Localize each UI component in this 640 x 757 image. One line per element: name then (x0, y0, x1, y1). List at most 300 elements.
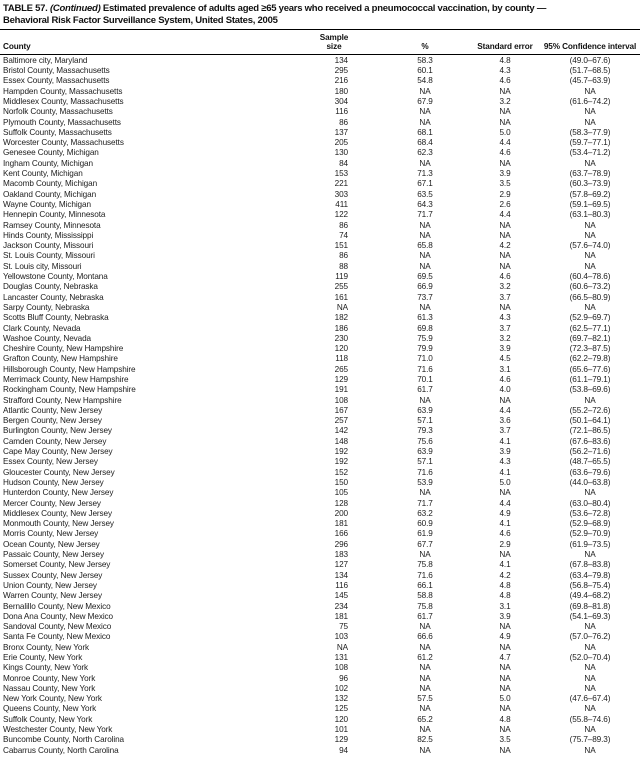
sample-size-cell: 151 (334, 241, 348, 251)
standard-error-cell: 3.7 (499, 292, 511, 302)
confidence-interval-cell: NA (584, 550, 596, 560)
table-row (0, 396, 640, 406)
table-row (0, 478, 640, 488)
sample-size-cell: 234 (334, 601, 348, 611)
confidence-interval-cell: (63.7–78.9) (569, 169, 611, 179)
sample-size-cell: 181 (334, 611, 348, 621)
confidence-interval-cell: (52.9–69.7) (569, 313, 611, 323)
percent-cell: 63.9 (417, 447, 433, 457)
standard-error-cell: NA (499, 683, 511, 693)
percent-cell: 64.3 (417, 199, 433, 209)
standard-error-cell: 3.7 (499, 323, 511, 333)
table-number: TABLE 57. (3, 3, 48, 14)
sample-size-cell: 103 (334, 632, 348, 642)
table-row (0, 54, 640, 66)
confidence-interval-cell: (67.8–83.8) (569, 560, 611, 570)
county-cell: Norfolk County, Massachusetts (3, 107, 113, 117)
column-header-confidence-interval: 95% Confidence interval (540, 30, 640, 55)
sample-size-cell: 74 (339, 230, 348, 240)
percent-cell: NA (419, 261, 431, 271)
confidence-interval-cell: NA (584, 745, 596, 755)
table-row (0, 653, 640, 663)
table-row (0, 581, 640, 591)
sample-size-cell: 84 (339, 158, 348, 168)
table-row (0, 602, 640, 612)
standard-error-cell: NA (499, 745, 511, 755)
percent-cell: 65.8 (417, 241, 433, 251)
table-row (0, 468, 640, 478)
table-row (0, 509, 640, 519)
confidence-interval-cell: (59.1–69.5) (569, 199, 611, 209)
county-cell: Monmouth County, New Jersey (3, 519, 114, 529)
standard-error-cell: 3.5 (499, 179, 511, 189)
percent-cell: 65.2 (417, 714, 433, 724)
table-row (0, 210, 640, 220)
table-row (0, 632, 640, 642)
sample-size-cell: 128 (334, 498, 348, 508)
percent-cell: NA (419, 673, 431, 683)
percent-cell: 79.9 (417, 344, 433, 354)
sample-size-cell: 265 (334, 364, 348, 374)
sample-size-cell: 186 (334, 323, 348, 333)
county-cell: St. Louis city, Missouri (3, 261, 82, 271)
standard-error-cell: 4.6 (499, 529, 511, 539)
standard-error-cell: 4.6 (499, 374, 511, 384)
sample-size-cell: 129 (334, 374, 348, 384)
county-cell: Atlantic County, New Jersey (3, 405, 103, 415)
table-row (0, 540, 640, 550)
sample-size-cell: 129 (334, 735, 348, 745)
confidence-interval-cell: NA (584, 704, 596, 714)
percent-cell: NA (419, 158, 431, 168)
sample-size-cell: 192 (334, 457, 348, 467)
confidence-interval-cell: (63.0–80.4) (569, 498, 611, 508)
table-row (0, 674, 640, 684)
county-cell: Bergen County, New Jersey (3, 416, 102, 426)
sample-size-cell: 108 (334, 663, 348, 673)
percent-cell: 71.7 (417, 498, 433, 508)
percent-cell: 58.8 (417, 591, 433, 601)
table-title-text: Estimated prevalence of adults aged ≥65 years who received a pneumococcal vaccination, by county — (102, 3, 547, 14)
percent-cell: 61.9 (417, 529, 433, 539)
percent-cell: 69.8 (417, 323, 433, 333)
county-cell: Essex County, Massachusetts (3, 76, 110, 86)
county-cell: Sussex County, New Jersey (3, 570, 103, 580)
confidence-interval-cell: NA (584, 261, 596, 271)
standard-error-cell: 3.5 (499, 735, 511, 745)
table-row (0, 437, 640, 447)
sample-size-cell: 116 (335, 580, 348, 590)
county-cell: Warren County, New Jersey (3, 591, 102, 601)
confidence-interval-cell: NA (584, 251, 596, 261)
standard-error-cell: 4.0 (499, 385, 511, 395)
confidence-interval-cell: NA (584, 107, 596, 117)
confidence-interval-cell: (56.2–71.6) (569, 447, 611, 457)
sample-size-cell: 88 (339, 261, 348, 271)
standard-error-cell: NA (499, 230, 511, 240)
standard-error-cell: NA (499, 117, 511, 127)
standard-error-cell: 3.2 (499, 282, 511, 292)
confidence-interval-cell: (72.1–86.5) (569, 426, 611, 436)
standard-error-cell: 3.9 (499, 169, 511, 179)
table-header (0, 30, 640, 55)
table-row (0, 313, 640, 323)
sample-size-cell: 166 (334, 529, 348, 539)
standard-error-cell: 4.5 (499, 354, 511, 364)
sample-size-cell: 118 (335, 354, 348, 364)
standard-error-cell: 5.0 (499, 694, 511, 704)
table-title-line1 (3, 3, 638, 15)
county-cell: Grafton County, New Hampshire (3, 354, 118, 364)
sample-size-cell: 102 (334, 683, 348, 693)
county-cell: New York County, New York (3, 694, 102, 704)
standard-error-cell: 5.0 (499, 477, 511, 487)
confidence-interval-cell: (45.7–63.9) (569, 76, 611, 86)
county-cell: Ramsey County, Minnesota (3, 220, 101, 230)
standard-error-cell: 5.0 (499, 127, 511, 137)
sample-size-cell: 86 (339, 117, 348, 127)
percent-cell: 71.3 (417, 169, 433, 179)
confidence-interval-cell: NA (584, 725, 596, 735)
standard-error-cell: 4.1 (499, 519, 511, 529)
sample-size-cell: 127 (334, 560, 348, 570)
table-row (0, 148, 640, 158)
sample-size-cell: NA (336, 642, 348, 652)
percent-cell: 67.1 (417, 179, 433, 189)
sample-size-cell: 86 (339, 251, 348, 261)
county-cell: Oakland County, Michigan (3, 189, 97, 199)
table-row (0, 66, 640, 76)
confidence-interval-cell: (58.3–77.9) (569, 127, 611, 137)
county-cell: Hampden County, Massachusetts (3, 86, 123, 96)
standard-error-cell: 4.3 (499, 66, 511, 76)
confidence-interval-cell: (61.1–79.1) (569, 374, 611, 384)
sample-size-cell: 182 (334, 313, 348, 323)
sample-size-cell: 191 (334, 385, 348, 395)
confidence-interval-cell: (49.0–67.6) (569, 55, 611, 65)
standard-error-cell: 3.6 (499, 416, 511, 426)
confidence-interval-cell: (63.4–79.8) (569, 570, 611, 580)
table-row (0, 571, 640, 581)
percent-cell: 66.6 (417, 632, 433, 642)
table-row (0, 262, 640, 272)
percent-cell: 63.5 (417, 189, 433, 199)
sample-size-cell: 105 (334, 488, 348, 498)
sample-size-cell: 131 (334, 653, 348, 662)
sample-size-cell: 221 (334, 179, 348, 189)
county-cell: Macomb County, Michigan (3, 179, 98, 189)
county-cell: Jackson County, Missouri (3, 241, 94, 251)
standard-error-cell: 4.6 (499, 272, 511, 282)
standard-error-cell: NA (499, 220, 511, 230)
confidence-interval-cell: (57.6–74.0) (569, 241, 611, 251)
confidence-interval-cell: NA (584, 302, 596, 312)
percent-cell: NA (419, 683, 431, 693)
county-cell: Cabarrus County, North Carolina (3, 745, 119, 755)
standard-error-cell: 2.9 (499, 539, 511, 549)
confidence-interval-cell: (52.9–68.9) (569, 519, 611, 529)
sample-size-cell: 134 (334, 55, 348, 65)
table-row (0, 334, 640, 344)
county-cell: Gloucester County, New Jersey (3, 467, 115, 477)
confidence-interval-cell: (59.7–77.1) (569, 138, 611, 148)
confidence-interval-cell: NA (584, 673, 596, 683)
confidence-interval-cell: (61.6–74.2) (569, 96, 611, 106)
standard-error-cell: 4.8 (499, 55, 511, 65)
county-cell: Clark County, Nevada (3, 323, 81, 333)
percent-cell: NA (419, 117, 431, 127)
percent-cell: NA (419, 642, 431, 652)
county-cell: Essex County, New Jersey (3, 457, 98, 467)
table-row (0, 725, 640, 735)
confidence-interval-cell: (61.9–73.5) (569, 539, 611, 549)
sample-size-cell: 230 (334, 333, 348, 343)
confidence-interval-cell: NA (584, 395, 596, 405)
sample-size-cell: 120 (334, 344, 348, 354)
prevalence-table (0, 30, 640, 756)
county-cell: Lancaster County, Nebraska (3, 292, 104, 302)
table-row (0, 128, 640, 138)
sample-size-cell: 153 (334, 169, 348, 179)
county-cell: Ingham County, Michigan (3, 158, 93, 168)
sample-size-cell: NA (336, 302, 348, 312)
table-row (0, 746, 640, 756)
standard-error-cell: 3.1 (499, 364, 511, 374)
table-row (0, 107, 640, 117)
confidence-interval-cell: (62.5–77.1) (569, 323, 611, 333)
county-cell: Suffolk County, New York (3, 714, 93, 724)
table-row (0, 344, 640, 354)
column-header-sample-size: Sample size (308, 30, 350, 55)
confidence-interval-cell: NA (584, 86, 596, 96)
percent-cell: 79.3 (417, 426, 433, 436)
table-row (0, 416, 640, 426)
county-cell: Strafford County, New Hampshire (3, 395, 122, 405)
sample-size-cell: 180 (334, 86, 348, 96)
county-cell: St. Louis County, Missouri (3, 251, 95, 261)
county-cell: Nassau County, New York (3, 683, 96, 693)
percent-cell: 54.8 (417, 76, 433, 86)
standard-error-cell: 4.7 (499, 653, 511, 662)
table-continued-label: (Continued) (49, 3, 101, 14)
sample-size-cell: 411 (335, 199, 348, 209)
table-row (0, 560, 640, 570)
percent-cell: 82.5 (417, 735, 433, 745)
confidence-interval-cell: (67.6–83.6) (569, 436, 611, 446)
confidence-interval-cell: (53.6–72.8) (569, 508, 611, 518)
percent-cell: 68.4 (417, 138, 433, 148)
county-cell: Wayne County, Michigan (3, 199, 91, 209)
percent-cell: 75.9 (417, 333, 433, 343)
table-row (0, 200, 640, 210)
percent-cell: 57.5 (417, 694, 433, 704)
percent-cell: 62.3 (417, 148, 433, 158)
confidence-interval-cell: (69.7–82.1) (569, 333, 611, 343)
county-cell: Monroe County, New York (3, 673, 96, 683)
sample-size-cell: 134 (334, 570, 348, 580)
percent-cell: 69.5 (417, 272, 433, 282)
standard-error-cell: 4.4 (499, 138, 511, 148)
percent-cell: NA (419, 220, 431, 230)
sample-size-cell: 255 (334, 282, 348, 292)
percent-cell: 61.7 (417, 385, 433, 395)
confidence-interval-cell: NA (584, 642, 596, 652)
confidence-interval-cell: (60.6–73.2) (569, 282, 611, 292)
table-row (0, 282, 640, 292)
table-row (0, 293, 640, 303)
sample-size-cell: 167 (334, 405, 348, 415)
standard-error-cell: 4.2 (499, 570, 511, 580)
county-cell: Westchester County, New York (3, 725, 113, 735)
sample-size-cell: 75 (339, 622, 348, 632)
standard-error-cell: NA (499, 395, 511, 405)
county-cell: Middlesex County, New Jersey (3, 508, 112, 518)
confidence-interval-cell: (57.0–76.2) (569, 632, 611, 642)
county-cell: Queens County, New York (3, 704, 97, 714)
standard-error-cell: 4.1 (499, 467, 511, 477)
county-cell: Genesee County, Michigan (3, 148, 99, 158)
county-cell: Scotts Bluff County, Nebraska (3, 313, 109, 323)
sample-size-cell: 94 (339, 745, 348, 755)
confidence-interval-cell: NA (584, 117, 596, 127)
table-row (0, 519, 640, 529)
sample-size-cell: 108 (334, 395, 348, 405)
county-cell: Ocean County, New Jersey (3, 539, 100, 549)
standard-error-cell: 3.2 (499, 96, 511, 106)
percent-cell: 57.1 (417, 416, 433, 426)
confidence-interval-cell: (56.8–75.4) (569, 580, 611, 590)
standard-error-cell: 3.2 (499, 333, 511, 343)
table-row (0, 76, 640, 86)
county-cell: Kent County, Michigan (3, 169, 83, 179)
confidence-interval-cell: (60.3–73.9) (569, 179, 611, 189)
table-row (0, 715, 640, 725)
table-row (0, 612, 640, 622)
column-header-percent: % (350, 30, 470, 55)
standard-error-cell: 4.4 (499, 210, 511, 220)
county-cell: Hudson County, New Jersey (3, 477, 104, 487)
county-cell: Hunterdon County, New Jersey (3, 488, 114, 498)
confidence-interval-cell: NA (584, 158, 596, 168)
table-row (0, 97, 640, 107)
confidence-interval-cell: (52.9–70.9) (569, 529, 611, 539)
sample-size-cell: 148 (334, 436, 348, 446)
standard-error-cell: NA (499, 107, 511, 117)
confidence-interval-cell: (75.7–89.3) (569, 735, 611, 745)
percent-cell: 61.2 (417, 653, 433, 662)
confidence-interval-cell: (62.2–79.8) (569, 354, 611, 364)
county-cell: Plymouth County, Massachusetts (3, 117, 121, 127)
sample-size-cell: 145 (334, 591, 348, 601)
standard-error-cell: NA (499, 251, 511, 261)
standard-error-cell: NA (499, 704, 511, 714)
percent-cell: 57.1 (417, 457, 433, 467)
county-cell: Bristol County, Massachusetts (3, 66, 110, 76)
percent-cell: NA (419, 704, 431, 714)
percent-cell: 67.9 (417, 96, 433, 106)
sample-size-cell: 205 (334, 138, 348, 148)
confidence-interval-cell: (57.8–69.2) (569, 189, 611, 199)
percent-cell: 71.6 (417, 364, 433, 374)
column-header-standard-error: Standard error (470, 30, 540, 55)
county-cell: Santa Fe County, New Mexico (3, 632, 111, 642)
sample-size-cell: 130 (334, 148, 348, 158)
confidence-interval-cell: (60.4–78.6) (569, 272, 611, 282)
standard-error-cell: 3.7 (499, 426, 511, 436)
county-cell: Kings County, New York (3, 663, 89, 673)
standard-error-cell: 4.3 (499, 313, 511, 323)
table-title-line2: Behavioral Risk Factor Surveillance System, United States, 2005 (3, 14, 278, 26)
table-row (0, 272, 640, 282)
sample-size-cell: 296 (334, 539, 348, 549)
table-row (0, 251, 640, 261)
table-row (0, 457, 640, 467)
table-row (0, 735, 640, 745)
standard-error-cell: NA (499, 550, 511, 560)
standard-error-cell: NA (499, 302, 511, 312)
standard-error-cell: NA (499, 261, 511, 271)
table-body (0, 54, 640, 756)
confidence-interval-cell: (52.0–70.4) (569, 653, 611, 662)
table-row (0, 375, 640, 385)
confidence-interval-cell: (65.6–77.6) (569, 364, 611, 374)
county-cell: Cape May County, New Jersey (3, 447, 113, 457)
standard-error-cell: NA (499, 642, 511, 652)
percent-cell: 63.9 (417, 405, 433, 415)
percent-cell: 66.1 (417, 580, 433, 590)
confidence-interval-cell: (53.4–71.2) (569, 148, 611, 158)
percent-cell: 71.6 (417, 467, 433, 477)
standard-error-cell: 3.9 (499, 447, 511, 457)
table-row (0, 499, 640, 509)
percent-cell: NA (419, 86, 431, 96)
confidence-interval-cell: (48.7–65.5) (569, 457, 611, 467)
county-cell: Sarpy County, Nebraska (3, 302, 90, 312)
sample-size-cell: 116 (335, 107, 348, 117)
standard-error-cell: NA (499, 86, 511, 96)
standard-error-cell: 4.9 (499, 632, 511, 642)
table-row (0, 190, 640, 200)
sample-size-cell: 152 (334, 467, 348, 477)
county-cell: Merrimack County, New Hampshire (3, 374, 129, 384)
confidence-interval-cell: (47.6–67.4) (569, 694, 611, 704)
county-cell: Suffolk County, Massachusetts (3, 127, 112, 137)
confidence-interval-cell: (63.6–79.6) (569, 467, 611, 477)
sample-size-cell: 137 (334, 127, 348, 137)
percent-cell: NA (419, 302, 431, 312)
percent-cell: NA (419, 395, 431, 405)
sample-size-cell: 181 (334, 519, 348, 529)
table-row (0, 622, 640, 632)
table-row (0, 365, 640, 375)
table-row (0, 643, 640, 653)
table-row (0, 406, 640, 416)
confidence-interval-cell: (55.8–74.6) (569, 714, 611, 724)
column-header-county: County (0, 30, 308, 55)
standard-error-cell: 4.8 (499, 580, 511, 590)
standard-error-cell: 4.3 (499, 457, 511, 467)
sample-size-cell: 96 (339, 673, 348, 683)
percent-cell: 75.6 (417, 436, 433, 446)
county-cell: Sandoval County, New Mexico (3, 622, 112, 632)
sample-size-cell: 125 (334, 704, 348, 714)
percent-cell: NA (419, 725, 431, 735)
table-row (0, 684, 640, 694)
percent-cell: 73.7 (417, 292, 433, 302)
confidence-interval-cell: (49.4–68.2) (569, 591, 611, 601)
percent-cell: 60.9 (417, 519, 433, 529)
confidence-interval-cell: (66.5–80.9) (569, 292, 611, 302)
